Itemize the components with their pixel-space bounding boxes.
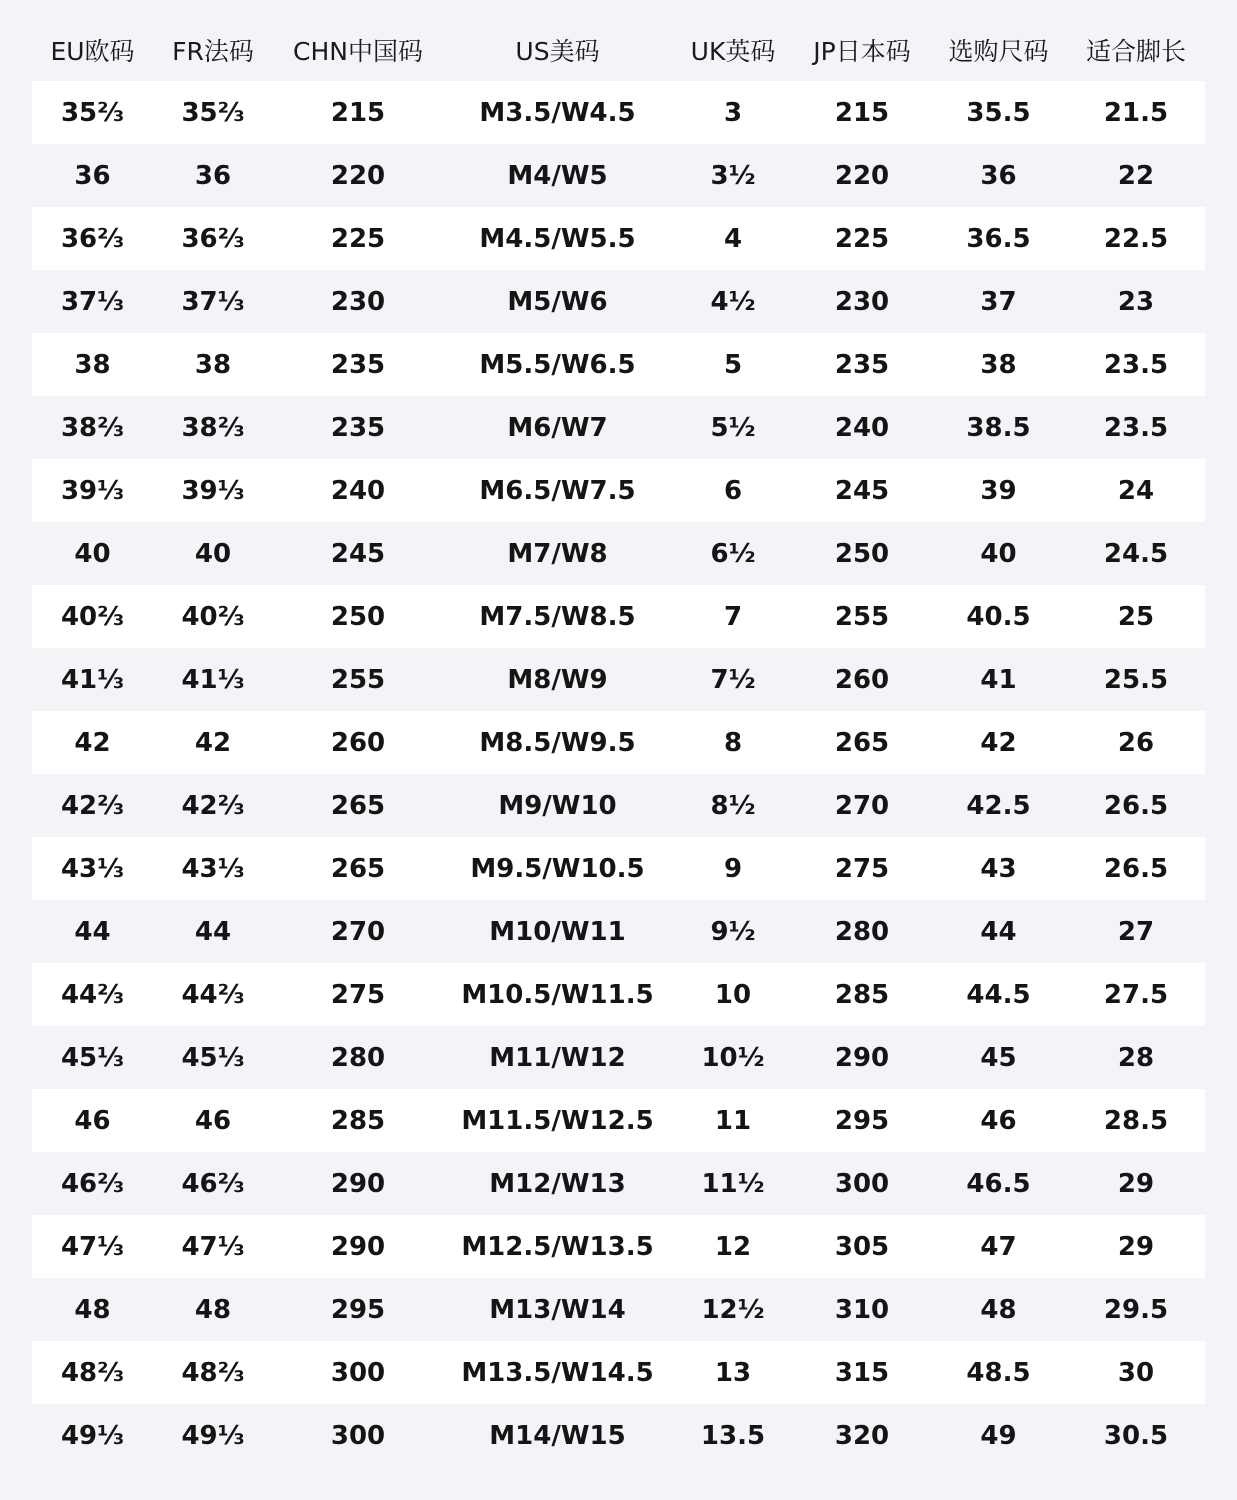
table-row (32, 1341, 1205, 1404)
cell-uk-size: 9 (723, 853, 743, 884)
size-chart-table (32, 18, 1205, 1467)
cell-recommended-size: 43 (980, 853, 1017, 884)
cell-uk-size: 4 (723, 223, 743, 254)
cell-jp-size: 215 (834, 97, 890, 128)
cell-foot-length: 26 (1117, 727, 1155, 758)
header-fr-size: FR法码 (172, 36, 254, 66)
cell-us-size: M4/W5 (507, 160, 608, 191)
cell-us-size: M5.5/W6.5 (479, 349, 636, 380)
header-chn-size: CHN中国码 (293, 36, 423, 66)
cell-uk-size: 13 (714, 1357, 752, 1388)
cell-us-size: M9.5/W10.5 (470, 853, 645, 884)
cell-fr-size: 46 (194, 1105, 232, 1136)
cell-fr-size: 40⅔ (181, 601, 245, 632)
cell-jp-size: 275 (834, 853, 890, 884)
cell-uk-size: 8 (723, 727, 743, 758)
cell-chn-size: 265 (330, 790, 386, 821)
cell-eu-size: 42⅔ (60, 790, 125, 821)
cell-chn-size: 240 (330, 475, 386, 506)
cell-jp-size: 285 (834, 979, 890, 1010)
cell-chn-size: 225 (330, 223, 386, 254)
cell-chn-size: 220 (330, 160, 386, 191)
header-us-size: US美码 (515, 36, 600, 66)
cell-jp-size: 225 (834, 223, 890, 254)
cell-jp-size: 250 (834, 538, 890, 569)
cell-eu-size: 41⅓ (60, 664, 125, 695)
table-header-row (32, 18, 1205, 81)
cell-jp-size: 265 (834, 727, 890, 758)
cell-fr-size: 47⅓ (181, 1231, 245, 1262)
cell-us-size: M3.5/W4.5 (479, 97, 636, 128)
table-row (32, 774, 1205, 837)
cell-jp-size: 240 (834, 412, 890, 443)
cell-us-size: M7/W8 (507, 538, 608, 569)
cell-recommended-size: 47 (980, 1231, 1017, 1262)
cell-eu-size: 38⅔ (60, 412, 125, 443)
cell-foot-length: 23 (1117, 286, 1155, 317)
cell-foot-length: 23.5 (1103, 412, 1169, 443)
cell-jp-size: 245 (834, 475, 890, 506)
cell-recommended-size: 40.5 (966, 601, 1031, 632)
cell-us-size: M11/W12 (489, 1042, 626, 1073)
cell-jp-size: 290 (834, 1042, 890, 1073)
cell-foot-length: 29 (1117, 1231, 1155, 1262)
table-row (32, 837, 1205, 900)
cell-fr-size: 40 (194, 538, 232, 569)
header-uk-size: UK英码 (690, 36, 776, 66)
cell-uk-size: 9½ (710, 916, 756, 947)
cell-chn-size: 245 (330, 538, 386, 569)
cell-fr-size: 39⅓ (181, 475, 245, 506)
header-jp-size: JP日本码 (813, 36, 911, 66)
cell-chn-size: 275 (330, 979, 386, 1010)
cell-us-size: M13/W14 (489, 1294, 626, 1325)
cell-jp-size: 230 (834, 286, 890, 317)
cell-fr-size: 42 (194, 727, 232, 758)
table-row (32, 1215, 1205, 1278)
cell-jp-size: 220 (834, 160, 890, 191)
cell-fr-size: 36⅔ (181, 223, 245, 254)
cell-recommended-size: 48.5 (966, 1357, 1031, 1388)
cell-foot-length: 22.5 (1103, 223, 1169, 254)
cell-us-size: M12/W13 (489, 1168, 626, 1199)
cell-fr-size: 36 (194, 160, 232, 191)
cell-uk-size: 7½ (710, 664, 756, 695)
cell-recommended-size: 46 (980, 1105, 1017, 1136)
cell-fr-size: 38⅔ (181, 412, 245, 443)
cell-foot-length: 23.5 (1103, 349, 1169, 380)
cell-eu-size: 35⅔ (60, 97, 125, 128)
cell-eu-size: 43⅓ (60, 853, 125, 884)
cell-uk-size: 7 (723, 601, 743, 632)
cell-jp-size: 310 (834, 1294, 890, 1325)
cell-us-size: M10.5/W11.5 (461, 979, 654, 1010)
table-row (32, 270, 1205, 333)
cell-recommended-size: 36.5 (966, 223, 1031, 254)
cell-foot-length: 24.5 (1103, 538, 1169, 569)
cell-foot-length: 28.5 (1103, 1105, 1169, 1136)
cell-recommended-size: 44.5 (966, 979, 1031, 1010)
cell-us-size: M6.5/W7.5 (479, 475, 636, 506)
cell-eu-size: 48 (74, 1294, 111, 1325)
cell-fr-size: 41⅓ (181, 664, 245, 695)
cell-foot-length: 29 (1117, 1168, 1155, 1199)
cell-jp-size: 270 (834, 790, 890, 821)
cell-fr-size: 37⅓ (181, 286, 245, 317)
cell-eu-size: 46 (74, 1105, 111, 1136)
cell-eu-size: 42 (74, 727, 111, 758)
table-row (32, 333, 1205, 396)
table-row (32, 1404, 1205, 1467)
cell-recommended-size: 40 (980, 538, 1017, 569)
table-row (32, 459, 1205, 522)
cell-chn-size: 230 (330, 286, 386, 317)
cell-eu-size: 49⅓ (60, 1420, 125, 1451)
cell-us-size: M8/W9 (507, 664, 608, 695)
cell-uk-size: 6½ (710, 538, 756, 569)
cell-uk-size: 13.5 (700, 1420, 766, 1451)
table-row (32, 522, 1205, 585)
cell-uk-size: 6 (723, 475, 743, 506)
cell-eu-size: 40 (74, 538, 111, 569)
table-row (32, 1089, 1205, 1152)
cell-uk-size: 10½ (701, 1042, 765, 1073)
cell-chn-size: 295 (330, 1294, 386, 1325)
table-row (32, 1152, 1205, 1215)
table-row (32, 1026, 1205, 1089)
table-row (32, 144, 1205, 207)
cell-recommended-size: 42.5 (966, 790, 1031, 821)
cell-eu-size: 44 (74, 916, 111, 947)
cell-uk-size: 3 (723, 97, 743, 128)
cell-fr-size: 43⅓ (181, 853, 245, 884)
cell-us-size: M11.5/W12.5 (461, 1105, 654, 1136)
cell-jp-size: 260 (834, 664, 890, 695)
cell-chn-size: 270 (330, 916, 386, 947)
table-row (32, 648, 1205, 711)
cell-uk-size: 5 (723, 349, 743, 380)
cell-chn-size: 285 (330, 1105, 386, 1136)
cell-recommended-size: 48 (980, 1294, 1017, 1325)
cell-uk-size: 5½ (710, 412, 756, 443)
cell-jp-size: 315 (834, 1357, 890, 1388)
cell-recommended-size: 49 (980, 1420, 1017, 1451)
table-body (32, 81, 1205, 1467)
cell-us-size: M14/W15 (489, 1420, 626, 1451)
table-row (32, 963, 1205, 1026)
cell-us-size: M5/W6 (507, 286, 608, 317)
table-row (32, 900, 1205, 963)
cell-fr-size: 42⅔ (181, 790, 245, 821)
cell-fr-size: 46⅔ (181, 1168, 245, 1199)
cell-fr-size: 45⅓ (181, 1042, 245, 1073)
table-row (32, 207, 1205, 270)
table-row (32, 396, 1205, 459)
cell-uk-size: 11½ (701, 1168, 765, 1199)
cell-eu-size: 36 (74, 160, 111, 191)
cell-jp-size: 235 (834, 349, 890, 380)
cell-recommended-size: 46.5 (966, 1168, 1031, 1199)
cell-chn-size: 280 (330, 1042, 386, 1073)
cell-jp-size: 305 (834, 1231, 890, 1262)
cell-foot-length: 21.5 (1103, 97, 1169, 128)
cell-recommended-size: 38 (980, 349, 1017, 380)
cell-eu-size: 37⅓ (60, 286, 125, 317)
cell-eu-size: 48⅔ (60, 1357, 125, 1388)
cell-chn-size: 255 (330, 664, 386, 695)
cell-foot-length: 28 (1117, 1042, 1155, 1073)
cell-foot-length: 26.5 (1103, 853, 1169, 884)
cell-recommended-size: 35.5 (966, 97, 1031, 128)
cell-recommended-size: 45 (980, 1042, 1017, 1073)
cell-foot-length: 22 (1117, 160, 1155, 191)
cell-uk-size: 12½ (701, 1294, 765, 1325)
cell-foot-length: 30 (1117, 1357, 1155, 1388)
cell-chn-size: 300 (330, 1420, 386, 1451)
cell-foot-length: 30.5 (1103, 1420, 1169, 1451)
header-eu-size: EU欧码 (50, 36, 135, 66)
cell-fr-size: 38 (194, 349, 232, 380)
cell-uk-size: 10 (714, 979, 752, 1010)
cell-chn-size: 260 (330, 727, 386, 758)
cell-us-size: M10/W11 (489, 916, 626, 947)
cell-jp-size: 255 (834, 601, 890, 632)
cell-chn-size: 215 (330, 97, 386, 128)
cell-uk-size: 8½ (710, 790, 756, 821)
cell-foot-length: 27 (1117, 916, 1155, 947)
cell-eu-size: 38 (74, 349, 111, 380)
cell-us-size: M13.5/W14.5 (461, 1357, 654, 1388)
cell-us-size: M4.5/W5.5 (479, 223, 636, 254)
cell-us-size: M9/W10 (498, 790, 617, 821)
cell-chn-size: 235 (330, 349, 386, 380)
cell-uk-size: 11 (714, 1105, 752, 1136)
cell-uk-size: 12 (714, 1231, 752, 1262)
cell-recommended-size: 39 (980, 475, 1017, 506)
cell-recommended-size: 38.5 (966, 412, 1031, 443)
cell-foot-length: 25.5 (1103, 664, 1169, 695)
cell-recommended-size: 41 (980, 664, 1017, 695)
cell-jp-size: 280 (834, 916, 890, 947)
cell-chn-size: 235 (330, 412, 386, 443)
cell-fr-size: 49⅓ (181, 1420, 245, 1451)
cell-eu-size: 45⅓ (60, 1042, 125, 1073)
cell-eu-size: 47⅓ (60, 1231, 125, 1262)
cell-foot-length: 27.5 (1103, 979, 1169, 1010)
cell-chn-size: 250 (330, 601, 386, 632)
table-row (32, 585, 1205, 648)
cell-foot-length: 25 (1117, 601, 1155, 632)
cell-jp-size: 295 (834, 1105, 890, 1136)
cell-recommended-size: 36 (980, 160, 1017, 191)
cell-chn-size: 290 (330, 1168, 386, 1199)
cell-foot-length: 26.5 (1103, 790, 1169, 821)
cell-jp-size: 320 (834, 1420, 890, 1451)
cell-recommended-size: 44 (980, 916, 1017, 947)
cell-fr-size: 44 (194, 916, 232, 947)
cell-foot-length: 29.5 (1103, 1294, 1169, 1325)
cell-foot-length: 24 (1117, 475, 1155, 506)
table-row (32, 1278, 1205, 1341)
cell-us-size: M6/W7 (507, 412, 608, 443)
cell-jp-size: 300 (834, 1168, 890, 1199)
table-row (32, 81, 1205, 144)
header-recommended-size: 选购尺码 (948, 36, 1049, 66)
cell-uk-size: 3½ (710, 160, 756, 191)
cell-uk-size: 4½ (710, 286, 756, 317)
cell-us-size: M7.5/W8.5 (479, 601, 636, 632)
cell-us-size: M12.5/W13.5 (461, 1231, 654, 1262)
cell-chn-size: 300 (330, 1357, 386, 1388)
cell-recommended-size: 37 (980, 286, 1017, 317)
cell-fr-size: 48⅔ (181, 1357, 245, 1388)
table-row (32, 711, 1205, 774)
cell-chn-size: 290 (330, 1231, 386, 1262)
cell-eu-size: 46⅔ (60, 1168, 125, 1199)
cell-eu-size: 36⅔ (60, 223, 125, 254)
cell-fr-size: 44⅔ (181, 979, 245, 1010)
cell-recommended-size: 42 (980, 727, 1017, 758)
cell-eu-size: 44⅔ (60, 979, 125, 1010)
cell-us-size: M8.5/W9.5 (479, 727, 636, 758)
cell-chn-size: 265 (330, 853, 386, 884)
cell-eu-size: 39⅓ (60, 475, 125, 506)
header-foot-length: 适合脚长 (1085, 36, 1186, 66)
cell-fr-size: 35⅔ (181, 97, 245, 128)
cell-fr-size: 48 (194, 1294, 232, 1325)
cell-eu-size: 40⅔ (60, 601, 125, 632)
